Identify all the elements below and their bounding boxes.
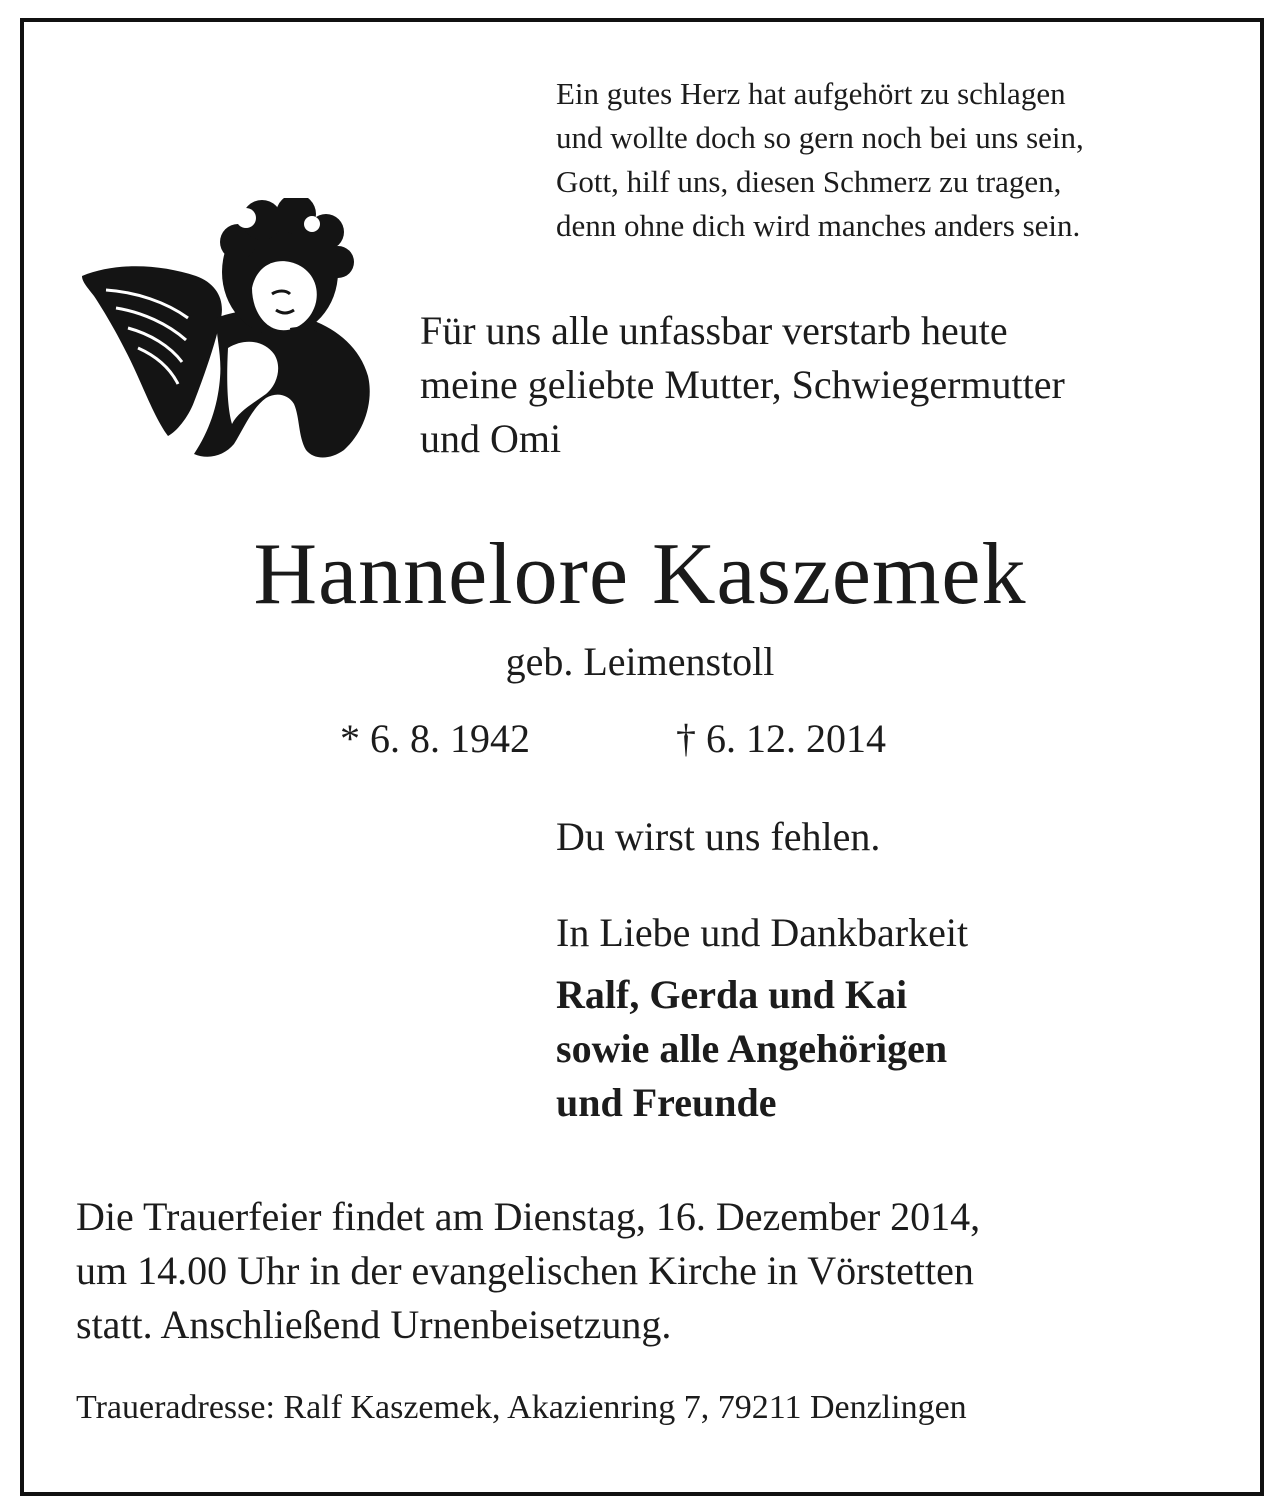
service-line: Die Trauerfeier findet am Dienstag, 16. Dezember 2014, (76, 1194, 981, 1239)
verse-line: Ein gutes Herz hat aufgehört zu schlagen (556, 76, 1066, 111)
farewell-line: Du wirst uns fehlen. (556, 814, 881, 859)
wing-shape (82, 266, 222, 436)
verse-line: und wollte doch so gern noch bei uns sein, (556, 120, 1084, 155)
memorial-verse (556, 72, 1084, 248)
birth-date: * 6. 8. 1942 (340, 716, 530, 761)
service-line: um 14.00 Uhr in der evangelischen Kirche in Vörstetten (76, 1248, 974, 1293)
gratitude-line: In Liebe und Dankbarkeit (556, 910, 969, 955)
announcement-line: und Omi (420, 416, 562, 461)
verse-line: denn ohne dich wird manches anders sein. (556, 208, 1081, 243)
mourners-line: sowie alle Angehörigen (556, 1026, 948, 1071)
mourning-address: Traueradresse: Ralf Kaszemek, Akazienring 7, 79211 Denzlingen (76, 1389, 967, 1426)
service-line: statt. Anschließend Urnenbeisetzung. (76, 1302, 672, 1347)
deceased-name: Hannelore Kaszemek (253, 526, 1027, 623)
death-announcement (420, 304, 1202, 466)
verse-line: Gott, hilf uns, diesen Schmerz zu tragen, (556, 164, 1062, 199)
mourners-line: und Freunde (556, 1080, 777, 1125)
cherub-angel-icon (76, 198, 376, 462)
announcement-line: Für uns alle unfassbar verstarb heute (420, 308, 1008, 353)
mourners-list (556, 968, 947, 1130)
death-date: † 6. 12. 2014 (676, 716, 886, 761)
announcement-line: meine geliebte Mutter, Schwiegermutter (420, 362, 1065, 407)
funeral-service-info (76, 1190, 1202, 1352)
mourners-line: Ralf, Gerda und Kai (556, 972, 908, 1017)
maiden-name: geb. Leimenstoll (505, 639, 775, 684)
